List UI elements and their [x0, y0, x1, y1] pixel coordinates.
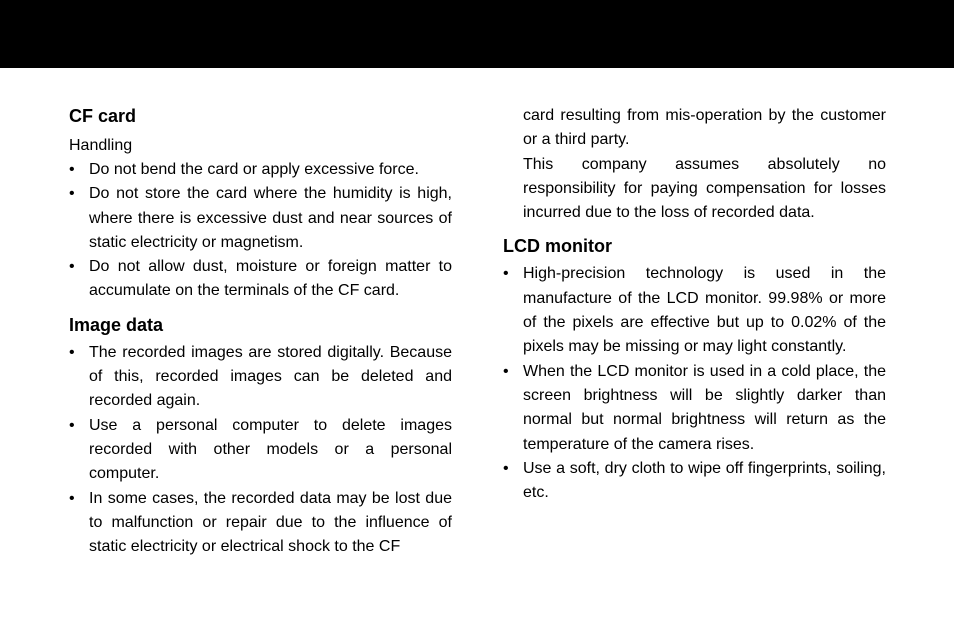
list-item: • Use a personal computer to delete images recorded with other models or a personal computer. [69, 414, 452, 487]
cf-card-heading: CF card [69, 106, 137, 126]
cf-card-list [69, 158, 452, 304]
disclaimer-text: This company assumes absolutely no responsibility for paying compensation for losses incurred due to the loss of recorded data. [523, 155, 886, 222]
lcd-monitor-list [503, 262, 886, 505]
image-data-heading: Image data [69, 314, 164, 335]
right-column [503, 104, 886, 505]
continued-text: card resulting from mis-operation by the customer or a third party. [523, 107, 886, 149]
list-item: • Do not allow dust, moisture or foreign matter to accumulate on the terminals of the CF card. [69, 255, 452, 304]
list-item: • When the LCD monitor is used in a cold place, the screen brightness will be slightly darker than normal but normal brightness will return as the temperature of the camera rises. [503, 360, 886, 457]
list-item: • Do not bend the card or apply excessive force. [69, 158, 452, 182]
handling-subheading: Handling [69, 137, 133, 154]
image-data-list [69, 341, 452, 560]
lcd-monitor-heading: LCD monitor [503, 236, 612, 257]
list-item: • In some cases, the recorded data may be lost due to malfunction or repair due to the influence of static electricity or electrical shock to the CF [69, 487, 452, 560]
list-item: • High-precision technology is used in the manufacture of the LCD monitor. 99.98% or more of the pixels are effective but up to 0.02% of the pixels may be missing or may light constantly. [503, 262, 886, 359]
list-item: • Do not store the card where the humidity is high, where there is excessive dust and near sources of static electricity or magnetism. [69, 182, 452, 255]
header-bar [0, 0, 954, 68]
left-column [69, 103, 452, 559]
list-item: • The recorded images are stored digitally. Because of this, recorded images can be deleted and recorded again. [69, 341, 452, 414]
list-item: • Use a soft, dry cloth to wipe off fingerprints, soiling, etc. [503, 457, 886, 506]
